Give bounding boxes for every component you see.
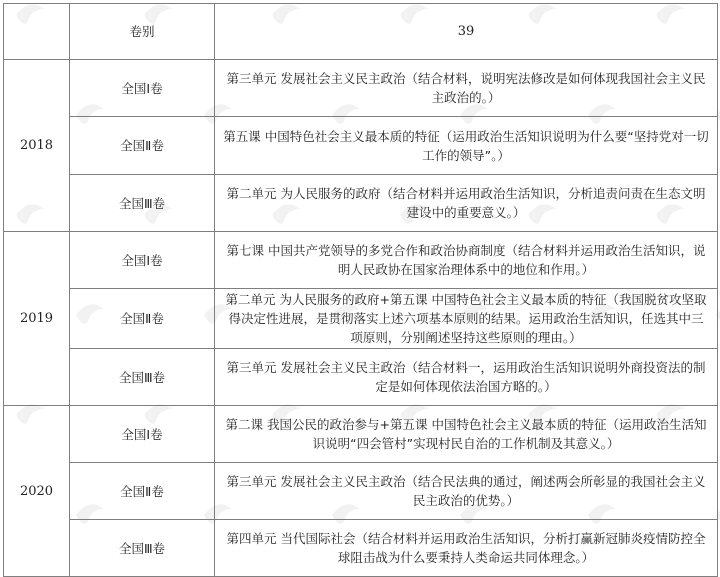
year-cell-2019: 2019	[4, 232, 70, 406]
content-cell: 第二单元 为人民服务的政府（结合材料并运用政治生活知识，分析追责问责在生态文明建设中的重要意义。）	[215, 175, 718, 232]
table-row	[4, 520, 718, 577]
exam-question-table	[3, 3, 718, 577]
paper-cell: 全国Ⅱ卷	[70, 117, 215, 175]
paper-cell: 全国Ⅲ卷	[70, 520, 215, 577]
table-row	[4, 349, 718, 406]
year-cell-2018: 2018	[4, 60, 70, 232]
table-row	[4, 117, 718, 175]
paper-cell: 全国Ⅰ卷	[70, 406, 215, 463]
table-row	[4, 175, 718, 232]
content-cell: 第三单元 发展社会主义民主政治（结合民法典的通过，阐述两会所彰显的我国社会主义民主政治的优势。）	[215, 463, 718, 520]
table-row	[4, 289, 718, 349]
paper-cell: 全国Ⅱ卷	[70, 289, 215, 349]
header-question-number: 39	[215, 4, 718, 60]
content-cell: 第七课 中国共产党领导的多党合作和政治协商制度（结合材料并运用政治生活知识，说明人民政协在国家治理体系中的地位和作用。）	[215, 232, 718, 289]
paper-cell: 全国Ⅲ卷	[70, 349, 215, 406]
paper-cell: 全国Ⅰ卷	[70, 232, 215, 289]
table-row	[4, 60, 718, 117]
table-header-row	[4, 4, 718, 60]
header-year-cell	[4, 4, 70, 60]
table-row	[4, 463, 718, 520]
header-paper: 卷别	[70, 4, 215, 60]
content-cell: 第五课 中国特色社会主义最本质的特征（运用政治生活知识说明为什么要“坚持党对一切工作的领导”。）	[215, 117, 718, 175]
table-row	[4, 406, 718, 463]
content-cell: 第二单元 为人民服务的政府+第五课 中国特色社会主义最本质的特征（我国脱贫攻坚取得决定性进展，是贯彻落实上述六项基本原则的结果。运用政治生活知识，任选其中三项原则，分别阐述坚持这些原则的理由。）	[215, 289, 718, 349]
paper-cell: 全国Ⅲ卷	[70, 175, 215, 232]
paper-cell: 全国Ⅰ卷	[70, 60, 215, 117]
content-cell: 第三单元 发展社会主义民主政治（结合材料，说明宪法修改是如何体现我国社会主义民主政治的。）	[215, 60, 718, 117]
content-cell: 第四单元 当代国际社会（结合材料并运用政治生活知识，分析打赢新冠肺炎疫情防控全球阻击战为什么要秉持人类命运共同体理念。）	[215, 520, 718, 577]
paper-cell: 全国Ⅱ卷	[70, 463, 215, 520]
content-cell: 第三单元 发展社会主义民主政治（结合材料一，运用政治生活知识说明外商投资法的制定是如何体现依法治国方略的。）	[215, 349, 718, 406]
table-row	[4, 232, 718, 289]
content-cell: 第二课 我国公民的政治参与+第五课 中国特色社会主义最本质的特征（运用政治生活知识说明“四会管村”实现村民自治的工作机制及其意义。）	[215, 406, 718, 463]
year-cell-2020: 2020	[4, 406, 70, 577]
